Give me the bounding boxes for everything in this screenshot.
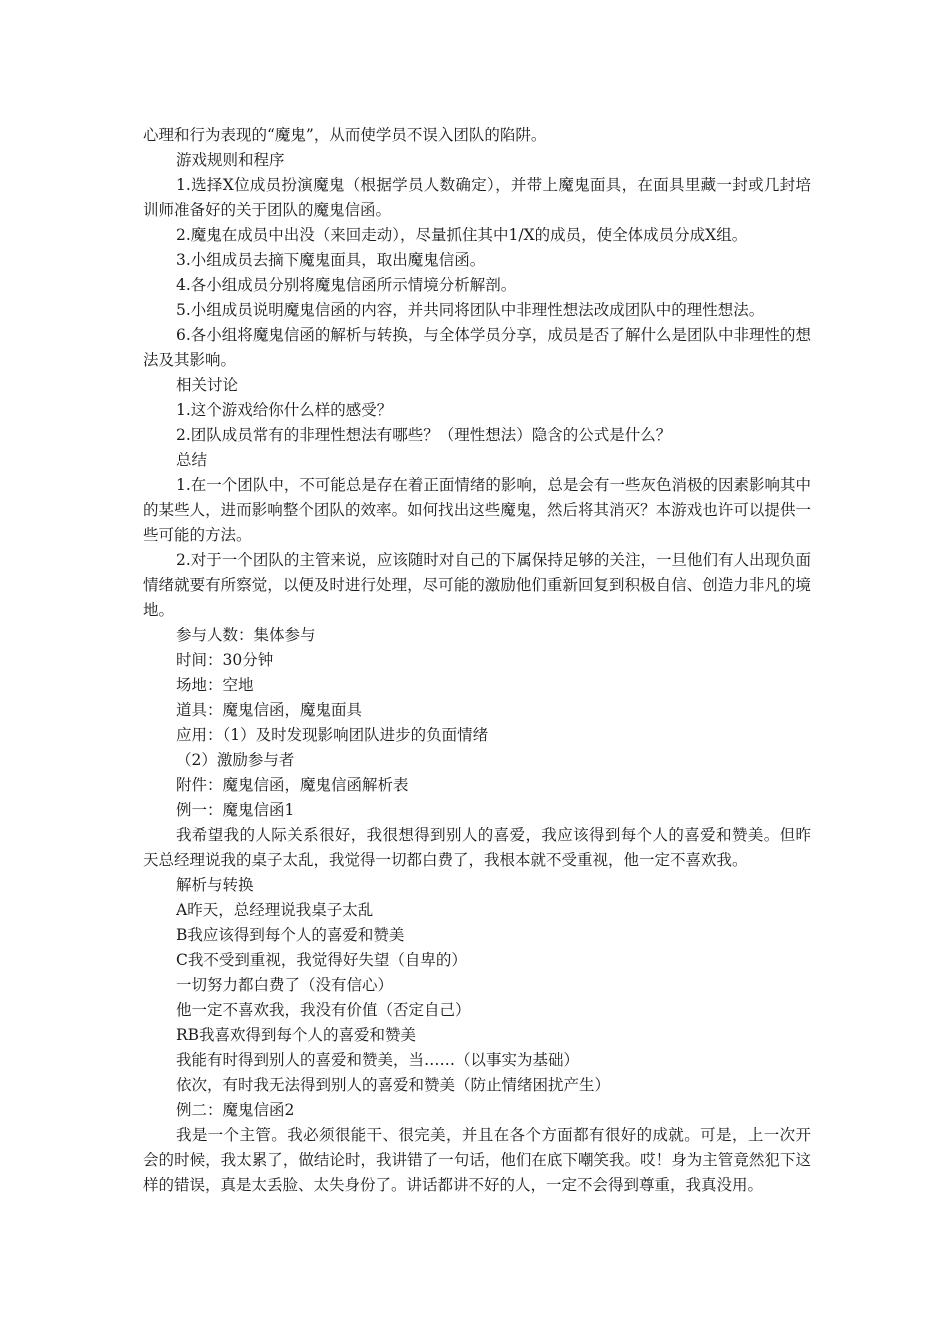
section-heading: 相关讨论 (176, 376, 239, 394)
paragraph: 附件：魔鬼信函，魔鬼信函解析表 (176, 776, 409, 794)
paragraph: 依次，有时我无法得到别人的喜爱和赞美（防止情绪困扰产生） (176, 1076, 611, 1094)
paragraph: 他一定不喜欢我，我没有价值（否定自己） (176, 1001, 471, 1019)
paragraph: 例二：魔鬼信函2 (176, 1101, 295, 1119)
document-page (143, 123, 811, 1198)
paragraph: 我是一个主管。我必须很能干、很完美，并且在各个方面都有很好的成就。可是，上一次开会的时候，我太累了，做结论时，我讲错了一句话，他们在底下嘲笑我。哎！身为主管竟然犯下这样的错误，真是太丢脸、太失身份了。讲话都讲不好的人，一定不会得到尊重，我真没用。 (143, 1126, 811, 1194)
paragraph: 2.对于一个团队的主管来说，应该随时对自己的下属保持足够的关注，一旦他们有人出现负面情绪就要有所察觉，以便及时进行处理，尽可能的激励他们重新回复到积极自信、创造力非凡的境地。 (143, 551, 811, 619)
paragraph: 6.各小组将魔鬼信函的解析与转换，与全体学员分享，成员是否了解什么是团队中非理性的想法及其影响。 (143, 326, 811, 369)
paragraph: 心理和行为表现的“魔鬼”，从而使学员不误入团队的陷阱。 (143, 126, 547, 144)
section-heading: 游戏规则和程序 (176, 151, 285, 169)
paragraph: 1.在一个团队中，不可能总是存在着正面情绪的影响，总是会有一些灰色消极的因素影响其中的某些人，进而影响整个团队的效率。如何找出这些魔鬼，然后将其消灭？本游戏也许可以提供一些可能的方法。 (143, 476, 811, 544)
paragraph: 2.魔鬼在成员中出没（来回走动），尽量抓住其中1/X的成员，使全体成员分成X组。 (176, 226, 748, 244)
paragraph: A昨天，总经理说我桌子太乱 (176, 901, 374, 919)
paragraph: B我应该得到每个人的喜爱和赞美 (176, 926, 405, 944)
paragraph: RB我喜欢得到每个人的喜爱和赞美 (176, 1026, 417, 1044)
section-heading: 解析与转换 (176, 876, 254, 894)
paragraph: 参与人数：集体参与 (176, 626, 316, 644)
paragraph: 5.小组成员说明魔鬼信函的内容，并共同将团队中非理性想法改成团队中的理性想法。 (176, 301, 765, 319)
paragraph: 2.团队成员常有的非理性想法有哪些？（理性想法）隐含的公式是什么？ (176, 426, 672, 444)
paragraph: （2）激励参与者 (176, 751, 295, 769)
paragraph: 我希望我的人际关系很好，我很想得到别人的喜爱，我应该得到每个人的喜爱和赞美。但昨天总经理说我的桌子太乱，我觉得一切都白费了，我根本就不受重视，他一定不喜欢我。 (143, 826, 811, 869)
section-heading: 总结 (176, 451, 208, 469)
paragraph: C我不受到重视，我觉得好失望（自卑的） (176, 951, 467, 969)
paragraph: 道具：魔鬼信函，魔鬼面具 (176, 701, 363, 719)
paragraph: 1.选择X位成员扮演魔鬼（根据学员人数确定），并带上魔鬼面具，在面具里藏一封或几封培训师准备好的关于团队的魔鬼信函。 (143, 176, 811, 219)
paragraph: 时间：30分钟 (176, 651, 274, 669)
paragraph: 一切努力都白费了（没有信心） (176, 976, 394, 994)
paragraph: 4.各小组成员分别将魔鬼信函所示情境分析解剖。 (176, 276, 517, 294)
paragraph: 例一：魔鬼信函1 (176, 801, 295, 819)
paragraph: 我能有时得到别人的喜爱和赞美，当……（以事实为基础） (176, 1051, 580, 1069)
paragraph: 3.小组成员去摘下魔鬼面具，取出魔鬼信函。 (176, 251, 486, 269)
paragraph: 应用：（1）及时发现影响团队进步的负面情绪 (176, 726, 489, 744)
paragraph: 1.这个游戏给你什么样的感受？ (176, 401, 393, 419)
paragraph: 场地：空地 (176, 676, 254, 694)
